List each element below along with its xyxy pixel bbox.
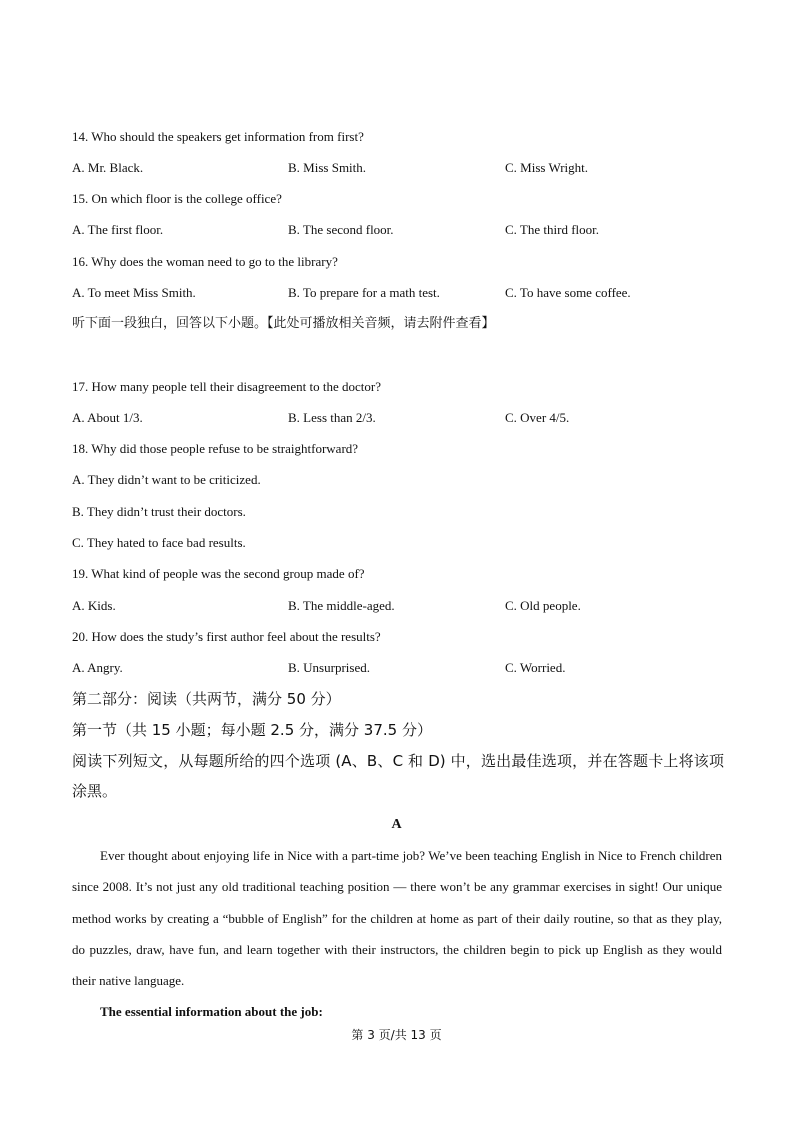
question-15-stem: 15. On which floor is the college office? bbox=[72, 191, 282, 206]
question-18-option-b: B. They didn’t trust their doctors. bbox=[72, 504, 246, 519]
question-17-option-c: C. Over 4/5. bbox=[505, 410, 570, 425]
question-14-option-b: B. Miss Smith. bbox=[288, 160, 367, 175]
question-17-option-b: B. Less than 2/3. bbox=[288, 410, 376, 425]
question-18-option-c: C. They hated to face bad results. bbox=[72, 535, 246, 550]
question-19-stem: 19. What kind of people was the second group made of? bbox=[72, 566, 365, 581]
question-20-option-a: A. Angry. bbox=[72, 660, 123, 675]
question-20-stem: 20. How does the study’s first author feel about the results? bbox=[72, 629, 381, 644]
question-18-stem: 18. Why did those people refuse to be straightforward? bbox=[72, 441, 359, 456]
question-14-option-c: C. Miss Wright. bbox=[505, 160, 589, 175]
part-two-heading: 第二部分：阅读（共两节，满分 50 分） bbox=[72, 690, 341, 708]
question-16-option-a: A. To meet Miss Smith. bbox=[72, 285, 196, 300]
question-17-option-a: A. About 1/3. bbox=[72, 410, 143, 425]
question-14-stem: 14. Who should the speakers get information from first? bbox=[72, 129, 364, 144]
question-19-option-b: B. The middle-aged. bbox=[288, 598, 395, 613]
question-20-option-c: C. Worried. bbox=[505, 660, 566, 675]
page-footer: 第 3 页/共 13 页 bbox=[351, 1028, 442, 1042]
question-15-option-a: A. The first floor. bbox=[72, 222, 164, 237]
question-14-option-a: A. Mr. Black. bbox=[72, 160, 144, 175]
reading-instruction: 阅读下列短文，从每题所给的四个选项 (A、B、C 和 D) 中，选出最佳选项，并在答题卡上将该项涂黑。 bbox=[72, 752, 724, 800]
monologue-instruction: 听下面一段独白，回答以下小题。【此处可播放相关音频，请去附件查看】 bbox=[72, 316, 495, 331]
passage-subheading: The essential information about the job: bbox=[100, 1004, 323, 1019]
question-16-stem: 16. Why does the woman need to go to the library? bbox=[72, 254, 338, 269]
question-16-option-b: B. To prepare for a math test. bbox=[288, 285, 440, 300]
question-18-option-a: A. They didn’t want to be criticized. bbox=[72, 472, 261, 487]
question-15-option-c: C. The third floor. bbox=[505, 222, 600, 237]
question-16-option-c: C. To have some coffee. bbox=[505, 285, 631, 300]
question-19-option-c: C. Old people. bbox=[505, 598, 581, 613]
question-15-option-b: B. The second floor. bbox=[288, 222, 394, 237]
passage-body: Ever thought about enjoying life in Nice with a part-time job? We’ve been teaching English in Nice to French children since 2008. It’s not just any old traditional teaching position — there won’t be any grammar exercises in sight! Our unique method works by creating a “bubble of English” for the children at home as part of their daily routine, so that as they play, do puzzles, draw, have fun, and learn together with their instructors, the children begin to pick up English as they would their native language. bbox=[72, 848, 722, 989]
section-one-heading: 第一节（共 15 小题；每小题 2.5 分，满分 37.5 分） bbox=[72, 721, 432, 739]
question-17-stem: 17. How many people tell their disagreement to the doctor? bbox=[72, 379, 382, 394]
question-19-option-a: A. Kids. bbox=[72, 598, 116, 613]
question-20-option-b: B. Unsurprised. bbox=[288, 660, 370, 675]
passage-title: A bbox=[391, 817, 402, 832]
